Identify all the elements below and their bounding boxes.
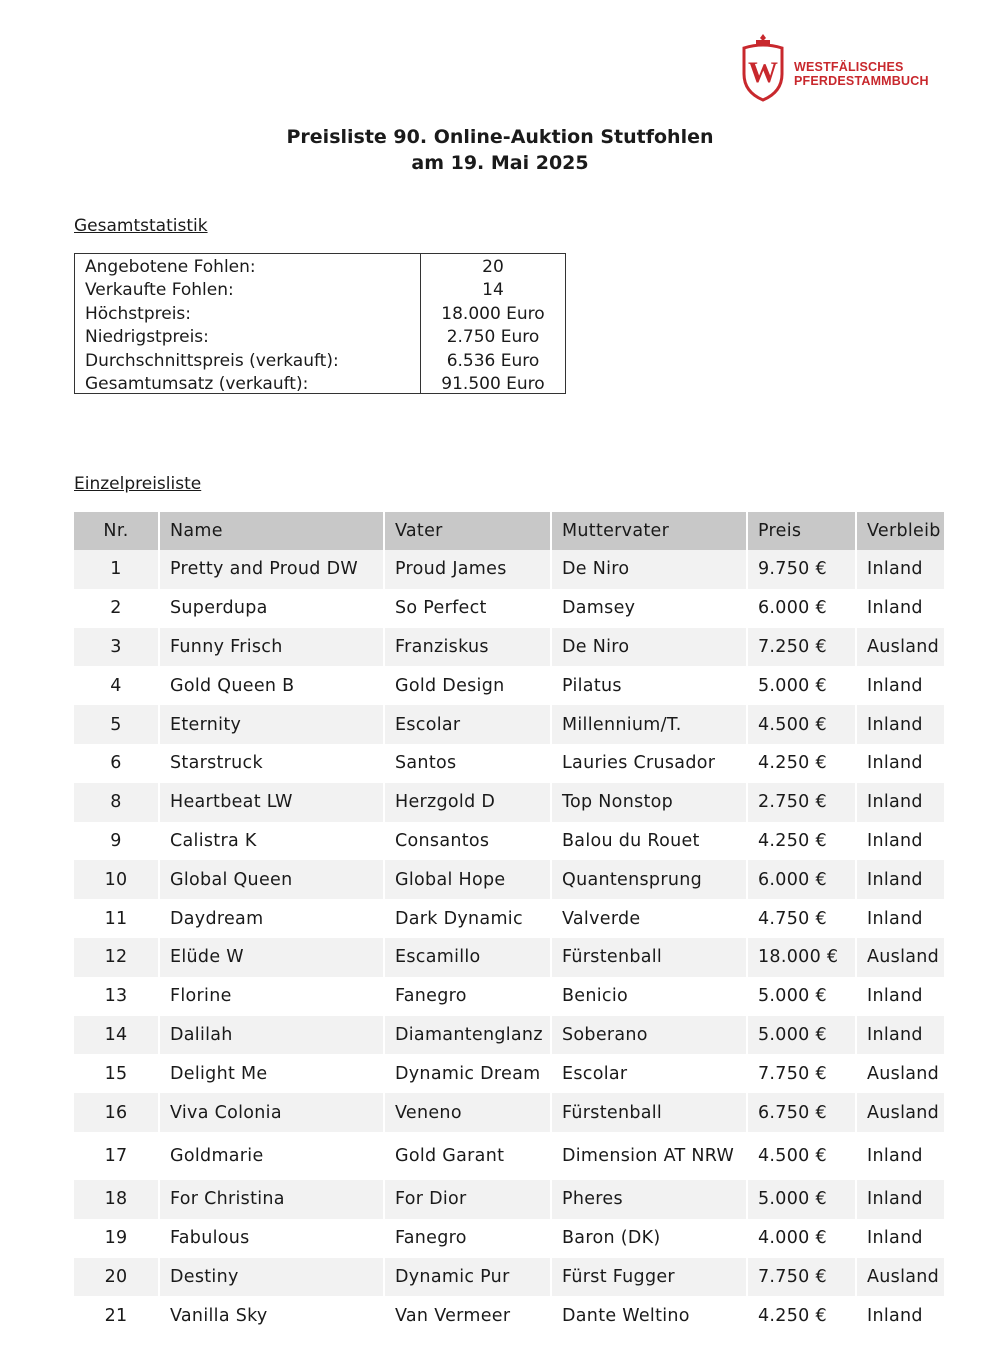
cell-preis: 6.000 € [747, 860, 856, 899]
list-heading: Einzelpreisliste [74, 474, 202, 494]
cell-name: Superdupa [159, 589, 384, 628]
cell-nr: 21 [74, 1296, 159, 1335]
cell-name: Florine [159, 977, 384, 1016]
cell-nr: 1 [74, 550, 159, 589]
table-row [74, 860, 944, 899]
cell-nr: 8 [74, 783, 159, 822]
cell-nr: 11 [74, 899, 159, 938]
brand-logo [740, 32, 940, 102]
stat-label: Höchstpreis: [85, 303, 192, 324]
table-row [74, 1016, 944, 1055]
cell-muttervater: Pheres [551, 1180, 747, 1219]
title-line-2: am 19. Mai 2025 [411, 152, 589, 174]
table-row [74, 1258, 944, 1297]
cell-vater: So Perfect [384, 589, 551, 628]
cell-name: Dalilah [159, 1016, 384, 1055]
cell-name: Daydream [159, 899, 384, 938]
cell-name: Funny Frisch [159, 628, 384, 667]
cell-muttervater: Pilatus [551, 666, 747, 705]
cell-nr: 19 [74, 1219, 159, 1258]
cell-nr: 6 [74, 744, 159, 783]
cell-verbleib: Inland [867, 986, 923, 1007]
table-row [74, 628, 944, 667]
cell-muttervater: De Niro [551, 550, 747, 589]
stat-label: Gesamtumsatz (verkauft): [85, 374, 309, 395]
cell-preis: 6.000 € [747, 589, 856, 628]
cell-muttervater: Valverde [551, 899, 747, 938]
table-row [74, 705, 944, 744]
cell-name: For Christina [159, 1180, 384, 1219]
cell-vater: Fanegro [384, 977, 551, 1016]
cell-muttervater: De Niro [551, 628, 747, 667]
cell-name: Elüde W [159, 938, 384, 977]
table-row [74, 938, 944, 977]
crest-letter: W [748, 56, 778, 89]
table-row [74, 666, 944, 705]
cell-preis: 7.750 € [747, 1258, 856, 1297]
table-row [74, 1093, 944, 1132]
cell-muttervater: Millennium/T. [551, 705, 747, 744]
table-row [74, 744, 944, 783]
cell-vater: Dynamic Pur [384, 1258, 551, 1297]
stat-value: 20 [482, 257, 504, 277]
cell-vater: Global Hope [384, 860, 551, 899]
cell-muttervater: Damsey [551, 589, 747, 628]
cell-vater: Gold Garant [384, 1132, 551, 1180]
stat-value: 2.750 Euro [446, 327, 540, 348]
stat-label: Verkaufte Fohlen: [85, 280, 234, 301]
cell-verbleib: Inland [867, 675, 923, 696]
cell-name: Starstruck [159, 744, 384, 783]
price-table [74, 512, 944, 1335]
cell-muttervater: Fürstenball [551, 938, 747, 977]
cell-vater: Dark Dynamic [384, 899, 551, 938]
cell-vater: Gold Design [384, 666, 551, 705]
cell-preis: 4.750 € [747, 899, 856, 938]
cell-muttervater: Soberano [551, 1016, 747, 1055]
cell-vater: Consantos [384, 822, 551, 861]
table-row [74, 1219, 944, 1258]
cell-preis: 6.750 € [747, 1093, 856, 1132]
cell-name: Calistra K [159, 822, 384, 861]
column-header-verbleib: Verbleib [856, 512, 944, 550]
cell-preis: 4.500 € [747, 705, 856, 744]
cell-muttervater: Escolar [551, 1054, 747, 1093]
cell-verbleib: Inland [856, 1016, 944, 1055]
cell-muttervater: Balou du Rouet [551, 822, 747, 861]
page-title [0, 124, 1000, 176]
stat-label: Niedrigstpreis: [85, 327, 209, 348]
cell-vater: Franziskus [384, 628, 551, 667]
table-row [74, 822, 944, 861]
stat-label: Durchschnittspreis (verkauft): [85, 350, 339, 371]
cell-preis: 5.000 € [747, 1016, 856, 1055]
cell-verbleib: Inland [856, 705, 944, 744]
stat-value: 18.000 Euro [441, 303, 545, 324]
crest-icon [740, 32, 786, 102]
cell-vater: Dynamic Dream [384, 1054, 551, 1093]
cell-verbleib: Inland [856, 860, 944, 899]
cell-preis: 7.250 € [747, 628, 856, 667]
table-row [74, 977, 944, 1016]
cell-verbleib: Inland [867, 598, 923, 619]
logo-line-1: WESTFÄLISCHES [794, 60, 904, 74]
cell-muttervater: Dimension AT NRW [551, 1132, 747, 1180]
cell-preis: 4.250 € [747, 1296, 856, 1335]
cell-preis: 4.000 € [747, 1219, 856, 1258]
cell-verbleib: Ausland [867, 1063, 940, 1084]
cell-vater: Escolar [384, 705, 551, 744]
table-row [74, 1132, 944, 1180]
cell-preis: 4.500 € [747, 1132, 856, 1180]
cell-nr: 4 [74, 666, 159, 705]
cell-muttervater: Quantensprung [551, 860, 747, 899]
title-line-1: Preisliste 90. Online-Auktion Stutfohlen [286, 126, 714, 148]
cell-nr: 12 [74, 938, 159, 977]
column-header-muttervater: Muttervater [551, 512, 747, 550]
stat-value: 6.536 Euro [446, 350, 540, 371]
cell-verbleib: Inland [856, 550, 944, 589]
cell-name: Fabulous [159, 1219, 384, 1258]
cell-muttervater: Benicio [551, 977, 747, 1016]
stats-labels [75, 254, 421, 393]
cell-name: Eternity [159, 705, 384, 744]
cell-verbleib: Inland [867, 753, 923, 774]
cell-muttervater: Fürstenball [551, 1093, 747, 1132]
cell-verbleib: Inland [856, 783, 944, 822]
cell-muttervater: Top Nonstop [551, 783, 747, 822]
cell-vater: Herzgold D [384, 783, 551, 822]
cell-name: Delight Me [159, 1054, 384, 1093]
cell-verbleib: Inland [856, 1180, 944, 1219]
cell-preis: 18.000 € [747, 938, 856, 977]
cell-preis: 4.250 € [747, 822, 856, 861]
cell-preis: 7.750 € [747, 1054, 856, 1093]
cell-vater: Escamillo [384, 938, 551, 977]
stat-value: 14 [482, 280, 504, 301]
cell-verbleib: Ausland [856, 1093, 944, 1132]
column-header-preis: Preis [747, 512, 856, 550]
cell-verbleib: Inland [867, 1145, 923, 1166]
cell-name: Destiny [159, 1258, 384, 1297]
cell-preis: 9.750 € [747, 550, 856, 589]
table-header-row [74, 512, 944, 550]
column-header-nr: Nr. [74, 512, 159, 550]
column-header-name: Name [159, 512, 384, 550]
cell-nr: 9 [74, 822, 159, 861]
cell-vater: For Dior [384, 1180, 551, 1219]
cell-nr: 20 [74, 1258, 159, 1297]
cell-preis: 2.750 € [747, 783, 856, 822]
cell-nr: 16 [74, 1093, 159, 1132]
cell-nr: 2 [74, 589, 159, 628]
logo-line-2: PFERDESTAMMBUCH [794, 74, 929, 88]
table-row [74, 1054, 944, 1093]
cell-preis: 5.000 € [747, 977, 856, 1016]
cell-verbleib: Inland [867, 1305, 923, 1326]
table-body [74, 550, 944, 1335]
cell-preis: 4.250 € [747, 744, 856, 783]
cell-vater: Van Vermeer [384, 1296, 551, 1335]
cell-nr: 10 [74, 860, 159, 899]
cell-name: Goldmarie [159, 1132, 384, 1180]
cell-nr: 18 [74, 1180, 159, 1219]
cell-name: Vanilla Sky [159, 1296, 384, 1335]
cell-preis: 5.000 € [747, 1180, 856, 1219]
cell-name: Pretty and Proud DW [159, 550, 384, 589]
cell-nr: 17 [74, 1132, 159, 1180]
cell-muttervater: Fürst Fugger [551, 1258, 747, 1297]
table-row [74, 1180, 944, 1219]
stats-box [74, 253, 566, 394]
stats-values [421, 254, 565, 393]
cell-muttervater: Dante Weltino [551, 1296, 747, 1335]
cell-preis: 5.000 € [747, 666, 856, 705]
cell-nr: 15 [74, 1054, 159, 1093]
cell-name: Global Queen [159, 860, 384, 899]
cell-vater: Santos [384, 744, 551, 783]
cell-verbleib: Inland [867, 830, 923, 851]
cell-vater: Fanegro [384, 1219, 551, 1258]
cell-vater: Veneno [384, 1093, 551, 1132]
cell-verbleib: Inland [867, 908, 923, 929]
cell-verbleib: Ausland [856, 628, 944, 667]
table-row [74, 899, 944, 938]
cell-nr: 3 [74, 628, 159, 667]
cell-verbleib: Inland [867, 1228, 923, 1249]
stat-label: Angebotene Fohlen: [85, 257, 256, 277]
cell-nr: 5 [74, 705, 159, 744]
cell-verbleib: Ausland [856, 938, 944, 977]
column-header-vater: Vater [384, 512, 551, 550]
cell-name: Viva Colonia [159, 1093, 384, 1132]
cell-name: Gold Queen B [159, 666, 384, 705]
cell-vater: Diamantenglanz [384, 1016, 551, 1055]
table-row [74, 550, 944, 589]
cell-name: Heartbeat LW [159, 783, 384, 822]
cell-nr: 14 [74, 1016, 159, 1055]
cell-vater: Proud James [384, 550, 551, 589]
table-row [74, 1296, 944, 1335]
cell-nr: 13 [74, 977, 159, 1016]
table-row [74, 589, 944, 628]
cell-muttervater: Baron (DK) [551, 1219, 747, 1258]
stat-value: 91.500 Euro [441, 374, 545, 395]
stats-heading: Gesamtstatistik [74, 216, 208, 236]
cell-muttervater: Lauries Crusador [551, 744, 747, 783]
cell-verbleib: Ausland [856, 1258, 944, 1297]
table-row [74, 783, 944, 822]
